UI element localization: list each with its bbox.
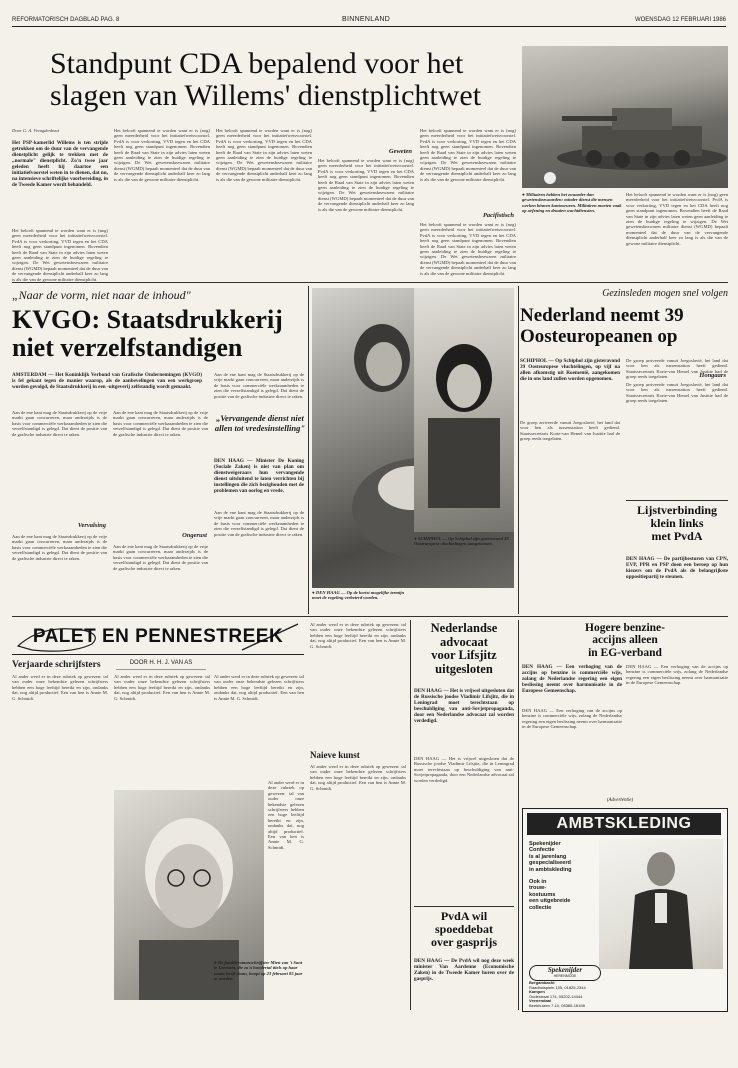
palet-body-col2: Al ander werd er in deze rubriek op gewezen: tal van ouder onze bekendste gelezen schrijfsters hebben een hoge leeftijd bereikt en zijn, ondanks dat, nog altijd productief. Een van hen is Annie M. G. Schmidt.	[114, 674, 210, 701]
refugees-body-col2b: De groep arriveerde vanuit Joegoslavië, het land dat voor hen als tussenstation heeft gediend. Staatssecretaris Korte-van Hemel van Justitie had de groep reeds toegelaten.	[626, 382, 728, 404]
kvgo-pull-quote: „Vervangende dienst niet allen tot vredesinstelling"	[214, 413, 306, 433]
ad-brand-sub: HERENMODE	[553, 974, 577, 978]
ad-address-line: Raadhuisplein 105, 01825-2344	[529, 984, 586, 990]
pvda-headline-line2: spoeddebat	[434, 921, 493, 936]
palet-body-col3: Al ander werd er in deze rubriek op gewezen: tal van ouder onze bekendste gelezen schrijfsters hebben een hoge leeftijd bereikt en zijn, ondanks dat, nog altijd productief. Een van hen is Annie M. G. Schmidt.	[214, 674, 304, 701]
cda-body-col5b: Het belooft spannend te worden want er is (nog) geen meerderheid voor het initiatiefwetsvoorstel. PvdA is voor verkorting, VVD tegen en het CDA heeft nog geen standpunt ingenomen. Bovendien heeft de Raad van State in zijn advies laten weten geen aanleiding te zien de huidige regeling te wijzigen. De Wet gewetensbezwaren militaire dienst (WGMD) bepaalt momenteel dat de duur van de vervangende dienstplicht anderhalf keer zo lang is als die van de gewone militaire dienstplicht.	[420, 222, 516, 276]
masthead-paper-name: REFORMATORISCH DAGBLAD PAG. 8	[12, 17, 120, 23]
ad-brand-name: Spekenijder	[547, 966, 583, 974]
ad-address-line: Kampen	[529, 989, 545, 995]
kvgo-body-col3: Aan de ene kant mag de Staatsdrukkerij op de vrije markt gaan concurreren, maar anderzijds is de basis voor commerciële werkzaamheden te zien die verzelfstandigd is gelegd. Dat dient de positie van de grafische industrie direct te raken.	[214, 372, 304, 399]
cda-subhead-pacifistisch: Pacifistisch	[482, 212, 514, 219]
ad-address-line: Beekhuizen 7-10, 08385-16158	[529, 1002, 585, 1008]
lifsjitz-lead: DEN HAAG — Het is vrijwel uitgesloten dat de Russische joodse Vladimir Lifsjitz, die in Leningrad moet terechtstaan op beschuldiging van anti-Sovjetpropaganda, door een Nederlandse advocaat zal worden verdedigd.	[414, 688, 514, 724]
petrol-headline-line2: accijns alleen	[592, 634, 658, 647]
small-photo-caption: ● SCHIPHOL — Op Schiphol zijn gisteravond 39 Oosteuropese vluchtelingen aangekomen.	[414, 536, 509, 547]
ad-slogan-line: Confectie	[529, 847, 555, 854]
palet-body-col4: Al ander werd er in deze rubriek op gewezen: tal van ouder onze bekendste gelezen schrijfsters hebben een hoge leeftijd bereikt en zijn, ondanks dat, nog altijd productief. Een van hen is Annie M. G. Schmidt.	[310, 622, 406, 649]
refugees-headline	[520, 306, 728, 352]
lijst-lead: DEN HAAG — De partijbesturen van CPN, EVP, PPR en PSP doen een beroep op hun kiezers om de PvdA als de belangrijkste oppositiepartij te steunen.	[626, 556, 728, 580]
ad-slogan	[529, 841, 593, 961]
cda-subhead-geweten: Geweten	[388, 148, 412, 155]
refugees-headline-line1: Nederland neemt 39	[520, 305, 684, 326]
lijst-headline	[626, 504, 728, 552]
ad-address-line: Bergambacht	[529, 980, 555, 985]
palet-body-col3b: Al ander werd er in deze rubriek op gewezen: tal van ouder onze bekendste gelezen schrijfsters hebben een hoge leeftijd bereikt en zijn, ondanks dat, nog altijd productief. Een van hen is Annie M. G. Schmidt.	[268, 780, 304, 850]
center-photo-caption: ● DEN HAAG — Op de kortst mogelijke termijn moet de regeling verbeterd worden.	[312, 590, 405, 601]
kvgo-body-col1: Aan de ene kant mag de Staatsdrukkerij op de vrije markt gaan concurreren, maar anderzijds is de basis voor commerciële werkzaamheden te zien die verzelfstandigd is gelegd. Dat dient de positie van de grafische industrie direct te raken.	[12, 410, 107, 437]
petrol-lead: DEN HAAG — Een verhoging van de accijns op benzine is commerciële wijs, zolang de Nederlandse regering een eigen beslissing neemt over harmonisatie in de Europese Gemeenschap.	[522, 664, 622, 694]
ad-slogan-line: Spekenijder	[529, 841, 561, 847]
kvgo-pull-text: DEN HAAG — Minister De Koning (Sociale Zaken) is niet van plan om dienstweigeraars hun vervangende dienst uitsluitend te laten verrichten bij instellingen die zich bezighouden met de problemen van oorlog en vrede.	[214, 458, 304, 494]
refugees-lead: SCHIPHOL — Op Schiphol zijn gisteravond 39 Oosteuropese vluchtelingen, op vijf na allen afkomstig uit Roemenië, aangekomen die in ons land zullen worden opgenomen.	[520, 358, 620, 382]
kvgo-headline-line1: KVGO: Staatsdrukkerij	[12, 305, 283, 334]
cda-photo-military-vehicle	[522, 46, 728, 188]
ad-address-line: Veenendaal	[529, 998, 552, 1004]
refugees-body-col1: De groep arriveerde vanuit Joegoslavië, het land dat voor hen als tussenstation heeft gediend. Staatssecretaris Korte-van Hemel van Justitie had de groep reeds toegelaten.	[520, 420, 620, 442]
lijst-headline-line3: met PvdA	[651, 528, 703, 543]
uniformed-man-icon	[599, 839, 723, 969]
lifsjitz-headline-line3: voor Lifsjitz	[431, 648, 497, 662]
lifsjitz-headline-line4: uitgesloten	[435, 661, 493, 676]
rule-vertical-petrol	[518, 620, 519, 1010]
petrol-headline-line1: Hogere benzine-	[585, 622, 665, 634]
ad-ambtskleding	[522, 808, 728, 1012]
refugees-kicker: Gezinsleden mogen snel volgen	[602, 288, 728, 299]
ad-addresses	[529, 981, 649, 1009]
kvgo-lead: AMSTERDAM — Het Koninklijk Verbond van Grafische Ondernemingen (KVGO) is fel gekant tegen de manier waarop, als de aanbevelingen van een werkgroep worden gevolgd, de Staatsdrukkerij in een -uitgeverij zelfstandig wordt gemaakt.	[12, 372, 202, 390]
ad-slogan-line: is al jarenlang	[529, 853, 567, 860]
masthead	[12, 14, 726, 27]
ad-slogan-line: een uitgebreide	[529, 898, 571, 905]
ad-title: AMBTSKLEDING	[527, 813, 721, 835]
cda-byline: Door G. A. Vreugdenhout	[12, 128, 59, 133]
tank-icon	[522, 46, 728, 188]
kvgo-body-col2b: Aan de ene kant mag de Staatsdrukkerij op de vrije markt gaan concurreren, maar anderzijds is de basis voor commerciële werkzaamheden te zien die verzelfstandigd is gelegd. Dat dient de positie van de grafische industrie direct te raken.	[113, 544, 208, 571]
petrol-headline-line3: in EG-verband	[588, 646, 662, 659]
refugees-headline-line2: Oosteuropeanen op	[520, 325, 678, 347]
pvda-lead: DEN HAAG — De PvdA wil nog deze week minister Van Aardenne (Economische Zaken) in de Tweede Kamer horen over de gasprijs.	[414, 958, 514, 982]
cda-body-col6: Het belooft spannend te worden want er is (nog) geen meerderheid voor het initiatiefwetsvoorstel. PvdA is voor verkorting, VVD tegen en het CDA heeft nog geen standpunt ingenomen. Bovendien heeft de Raad van State in zijn advies laten weten geen aanleiding te zien de huidige regeling te wijzigen. De Wet gewetensbezwaren militaire dienst (WGMD) bepaalt momenteel dat de duur van de vervangende dienstplicht anderhalf keer zo lang is als die van de gewone militaire dienstplicht.	[626, 192, 728, 246]
kvgo-subhead-vervalsing: Vervalsing	[77, 522, 106, 529]
cda-body-col3: Het belooft spannend te worden want er is (nog) geen meerderheid voor het initiatiefwetsvoorstel. PvdA is voor verkorting, VVD tegen en het CDA heeft nog geen standpunt ingenomen. Bovendien heeft de Raad van State in zijn advies laten weten geen aanleiding te zien de huidige regeling te wijzigen. De Wet gewetensbezwaren militaire dienst (WGMD) bepaalt momenteel dat de duur van de vervangende dienstplicht anderhalf keer zo lang is als die van de gewone militaire dienstplicht.	[216, 128, 312, 182]
lijst-headline-line2: klein links	[650, 515, 704, 530]
palet-headline: Verjaarde schrijfsters	[12, 660, 101, 670]
lijst-headline-line1: Lijstverbinding	[636, 503, 717, 517]
palet-banner-title: PALET EN PENNESTREEK	[32, 626, 284, 647]
lifsjitz-headline-line1: Nederlandse	[430, 621, 498, 635]
rule-middle	[12, 616, 728, 617]
palet-subhead-naieve-kunst: Naieve kunst	[310, 750, 360, 760]
kvgo-body-col1b: Aan de ene kant mag de Staatsdrukkerij op de vrije markt gaan concurreren, maar anderzijds is de basis voor commerciële werkzaamheden te zien die verzelfstandigd is gelegd. Dat dient de positie van de grafische industrie direct te raken.	[12, 534, 107, 561]
lifsjitz-headline-line2: advocaat	[440, 634, 488, 649]
cda-headline-line1: Standpunt CDA bepalend voor het	[50, 47, 464, 80]
palet-banner	[12, 620, 304, 655]
small-photo-refugees	[414, 288, 514, 532]
kvgo-subhead-ongerust: Ongerust	[182, 532, 207, 539]
rule-vertical-palet	[410, 620, 411, 1010]
refugees-body-col2: De groep arriveerde vanuit Joegoslavië, het land dat voor hen als tussenstation heeft gediend. Staatssecretaris Korte-van Hemel van Justitie had de groep reeds toegelaten.	[626, 358, 728, 380]
palet-body-col1: Al ander werd er in deze rubriek op gewezen: tal van ouder onze bekendste gelezen schrijfsters hebben een hoge leeftijd bereikt en zijn, ondanks dat, nog altijd productief. Een van hen is Annie M. G. Schmidt.	[12, 674, 108, 701]
rule-cda-bottom	[12, 282, 728, 283]
ad-address-line: Oudestraat 174, 05202-14444	[529, 993, 583, 999]
cda-body-col5: Het belooft spannend te worden want er is (nog) geen meerderheid voor het initiatiefwetsvoorstel. PvdA is voor verkorting, VVD tegen en het CDA heeft nog geen standpunt ingenomen. Bovendien heeft de Raad van State in zijn advies laten weten geen aanleiding te zien de huidige regeling te wijzigen. De Wet gewetensbezwaren militaire dienst (WGMD) bepaalt momenteel dat de duur van de vervangende dienstplicht anderhalf keer zo lang is als die van de gewone militaire dienstplicht.	[420, 128, 516, 182]
rule-lijst-top	[626, 500, 728, 501]
ad-slogan-line: Ook in	[529, 879, 547, 886]
palet-photo-caption: ● De familieromanschrijfster Mien van 't Sant te Leersum, die zo'n hondertal titels op haar naam heeft staan, hoopt op 23 februari 85 jaar te worden.	[214, 960, 303, 982]
petrol-headline	[522, 622, 728, 662]
petrol-body-col2: DEN HAAG — Een verhoging van de accijns op benzine is commerciële wijs, zolang de Nederlandse regering een eigen beslissing neemt over harmonisatie in de Europese Gemeenschap.	[626, 664, 728, 686]
kvgo-headline-line2: niet verzelfstandigen	[12, 333, 243, 363]
ad-photo-uniformed-man	[599, 839, 723, 969]
cda-photo-caption: ● Militairen hebben het zwaarder dan gewetensbezwaarden: minder dienst die mensen werken binnen kantooruren. Militairen moeten vaak op oefening en draaien wachtdiensten.	[522, 192, 622, 214]
rule-pvda-top	[414, 906, 514, 907]
kvgo-body-col3b: Aan de ene kant mag de Staatsdrukkerij op de vrije markt gaan concurreren, maar anderzijds is de basis voor commerciële werkzaamheden te zien die verzelfstandigd is gelegd. Dat dient de positie van de grafische industrie direct te raken.	[214, 510, 304, 537]
kvgo-kicker: „Naar de vorm, niet naar de inhoud"	[12, 288, 191, 302]
masthead-date: WOENSDAG 12 FEBRUARI 1986	[634, 17, 726, 23]
cda-lead: Het PSP-kamerlid Willems is ten strijde getrokken om de duur van de vervangende dienstplicht gelijk te trekken met de „normale" dienstplicht. Zo'n twee jaar geleden heeft hij daartoe een initiatiefvoorstel weten in te dienen, dat nu, na intensieve schriftelijke voorbereiding, in de Tweede Kamer wordt behandeld.	[12, 140, 108, 188]
pvda-headline-line3: over gasprijs	[430, 934, 498, 949]
cda-body-col2: Het belooft spannend te worden want er is (nog) geen meerderheid voor het initiatiefwetsvoorstel. PvdA is voor verkorting, VVD tegen en het CDA heeft nog geen standpunt ingenomen. Bovendien heeft de Raad van State in zijn advies laten weten geen aanleiding te zien de huidige regeling te wijzigen. De Wet gewetensbezwaren militaire dienst (WGMD) bepaalt momenteel dat de duur van de vervangende dienstplicht anderhalf keer zo lang is als die van de gewone militaire dienstplicht.	[114, 128, 210, 182]
ad-brand-logo	[529, 965, 601, 981]
ad-slogan-line: kostuums	[529, 891, 556, 898]
cda-body-col4: Het belooft spannend te worden want er is (nog) geen meerderheid voor het initiatiefwetsvoorstel. PvdA is voor verkorting, VVD tegen en het CDA heeft nog geen standpunt ingenomen. Bovendien heeft de Raad van State in zijn advies laten weten geen aanleiding te zien de huidige regeling te wijzigen. De Wet gewetensbezwaren militaire dienst (WGMD) bepaalt momenteel dat de duur van de vervangende dienstplicht anderhalf keer zo lang is als die van de gewone militaire dienstplicht.	[318, 158, 414, 212]
palet-body-col4b: Al ander werd er in deze rubriek op gewezen: tal van ouder onze bekendste gelezen schrijfsters hebben een hoge leeftijd bereikt en zijn, ondanks dat, nog altijd productief. Een van hen is Annie M. G. Schmidt.	[310, 764, 406, 791]
ad-label: (Advertentie)	[606, 798, 634, 803]
pvda-headline	[414, 910, 514, 956]
petrol-body-col1: DEN HAAG — Een verhoging van de accijns op benzine is commerciële wijs, zolang de Nederlandse regering een eigen beslissing neemt over harmonisatie in de Europese Gemeenschap.	[522, 708, 622, 730]
cda-headline	[50, 48, 510, 114]
cda-headline-line2: slagen van Willems' dienstplichtwet	[50, 79, 482, 113]
lifsjitz-body: DEN HAAG — Het is vrijwel uitgesloten dat de Russische joodse Vladimir Lifsjitz, die in Leningrad moet terechtstaan op beschuldiging van anti-Sovjetpropaganda, door een Nederlandse advocaat zal worden verdedigd.	[414, 756, 514, 783]
kvgo-headline	[12, 306, 352, 364]
masthead-section: BINNENLAND	[342, 16, 391, 23]
rule-vertical-upper-2	[518, 286, 519, 614]
ad-slogan-line: collectie	[529, 904, 552, 911]
lifsjitz-headline	[414, 622, 514, 682]
pvda-headline-line1: PvdA wil	[440, 909, 488, 923]
ad-slogan-line: trouw-	[529, 885, 547, 892]
refugees-subhead-hongaars: Hongaars	[699, 372, 726, 379]
rule-vertical-upper-1	[308, 286, 309, 614]
kvgo-body-col2: Aan de ene kant mag de Staatsdrukkerij op de vrije markt gaan concurreren, maar anderzijds is de basis voor commerciële werkzaamheden te zien die verzelfstandigd is gelegd. Dat dient de positie van de grafische industrie direct te raken.	[113, 410, 208, 437]
palet-byline: DOOR H. H. J. VAN AS	[116, 660, 206, 670]
ad-slogan-line: in ambtskleding	[529, 866, 572, 873]
cda-body-col1: Het belooft spannend te worden want er is (nog) geen meerderheid voor het initiatiefwetsvoorstel. PvdA is voor verkorting, VVD tegen en het CDA heeft nog geen standpunt ingenomen. Bovendien heeft de Raad van State in zijn advies laten weten geen aanleiding te zien de huidige regeling te wijzigen. De Wet gewetensbezwaren militaire dienst (WGMD) bepaalt momenteel dat de duur van de vervangende dienstplicht anderhalf keer zo lang is als die van de gewone militaire dienstplicht.	[12, 228, 108, 282]
refugee-figures-icon	[414, 288, 514, 532]
ad-slogan-line: gespecialiseerd	[529, 860, 571, 867]
